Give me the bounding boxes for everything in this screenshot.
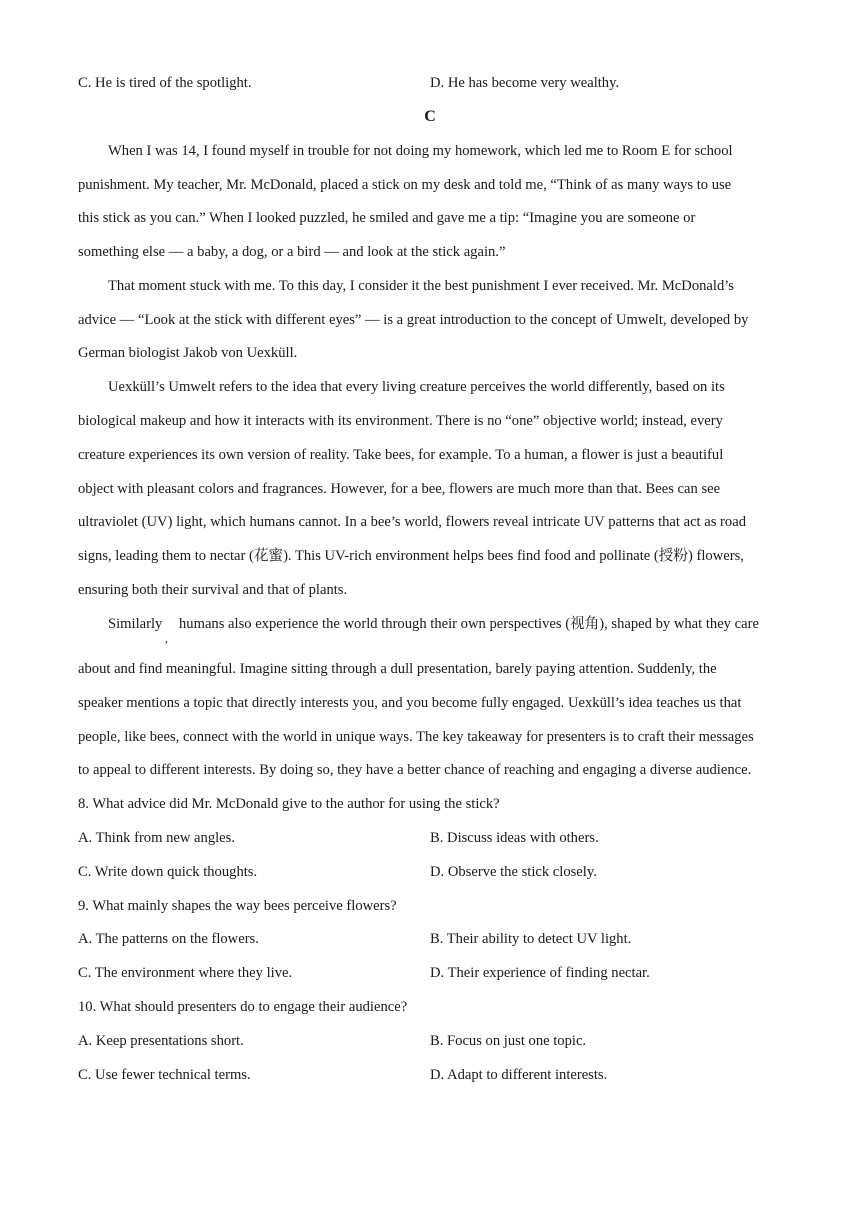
passage-line: this stick as you can.” When I looked puzzled, he smiled and gave me a tip: “Imagine you are someone or	[78, 210, 696, 226]
passage-line: speaker mentions a topic that directly interests you, and you become fully engaged. Uexküll’s idea teaches us that	[78, 695, 742, 711]
option-a: A. Think from new angles.	[78, 830, 235, 846]
passage-line: signs, leading them to nectar (花蜜). This UV-rich environment helps bees find food and pollinate (授粉) flowers,	[78, 548, 744, 564]
option-c: C. Use fewer technical terms.	[78, 1067, 251, 1083]
option-d: D. Observe the stick closely.	[430, 864, 597, 880]
passage-line: about and find meaningful. Imagine sitting through a dull presentation, barely paying attention. Suddenly, the	[78, 661, 717, 677]
passage-line: ultraviolet (UV) light, which humans cannot. In a bee’s world, flowers reveal intricate UV patterns that act as road	[78, 514, 746, 530]
passage-line: punishment. My teacher, Mr. McDonald, placed a stick on my desk and told me, “Think of as many ways to use	[78, 177, 732, 193]
option-d: D. Adapt to different interests.	[430, 1067, 608, 1083]
option-b: B. Their ability to detect UV light.	[430, 931, 632, 947]
option-b: B. Focus on just one topic.	[430, 1033, 587, 1049]
passage-line: humans also experience the world through their own perspectives (视角), shaped by what they care	[179, 616, 759, 632]
option-b: B. Discuss ideas with others.	[430, 830, 599, 846]
passage-comma: ,	[165, 631, 168, 645]
passage-line: advice — “Look at the stick with different eyes” — is a great introduction to the concept of Umwelt, developed by	[78, 312, 749, 328]
passage-line: biological makeup and how it interacts with its environment. There is no “one” objective world; instead, every	[78, 413, 723, 429]
passage-line: creature experiences its own version of reality. Take bees, for example. To a human, a flower is just a beautiful	[78, 447, 724, 463]
option-c: C. The environment where they live.	[78, 965, 293, 981]
prev-option-d: D. He has become very wealthy.	[430, 75, 620, 91]
prev-option-c: C. He is tired of the spotlight.	[78, 75, 252, 91]
passage-line: something else — a baby, a dog, or a bird — and look at the stick again.”	[78, 244, 506, 260]
question-stem: 8. What advice did Mr. McDonald give to the author for using the stick?	[78, 796, 500, 812]
passage-line: Uexküll’s Umwelt refers to the idea that every living creature perceives the world differently, based on its	[108, 379, 725, 395]
option-c: C. Write down quick thoughts.	[78, 864, 258, 880]
section-title: C	[424, 108, 436, 125]
passage-line: to appeal to different interests. By doing so, they have a better chance of reaching and engaging a diverse audience.	[78, 762, 752, 778]
option-a: A. The patterns on the flowers.	[78, 931, 259, 947]
option-a: A. Keep presentations short.	[78, 1033, 244, 1049]
passage-line: ensuring both their survival and that of plants.	[78, 582, 348, 598]
passage-line: That moment stuck with me. To this day, I consider it the best punishment I ever received. Mr. McDonald’s	[108, 278, 734, 294]
question-stem: 9. What mainly shapes the way bees perceive flowers?	[78, 898, 397, 914]
passage-line: Similarly	[108, 616, 163, 632]
passage-line: When I was 14, I found myself in trouble for not doing my homework, which led me to Room E for school	[108, 143, 733, 159]
passage-line: object with pleasant colors and fragrances. However, for a bee, flowers are much more than that. Bees can see	[78, 481, 721, 497]
option-d: D. Their experience of finding nectar.	[430, 965, 650, 981]
question-stem: 10. What should presenters do to engage their audience?	[78, 999, 408, 1015]
passage-line: people, like bees, connect with the world in unique ways. The key takeaway for presenters is to craft their messages	[78, 729, 754, 745]
passage-line: German biologist Jakob von Uexküll.	[78, 345, 298, 361]
